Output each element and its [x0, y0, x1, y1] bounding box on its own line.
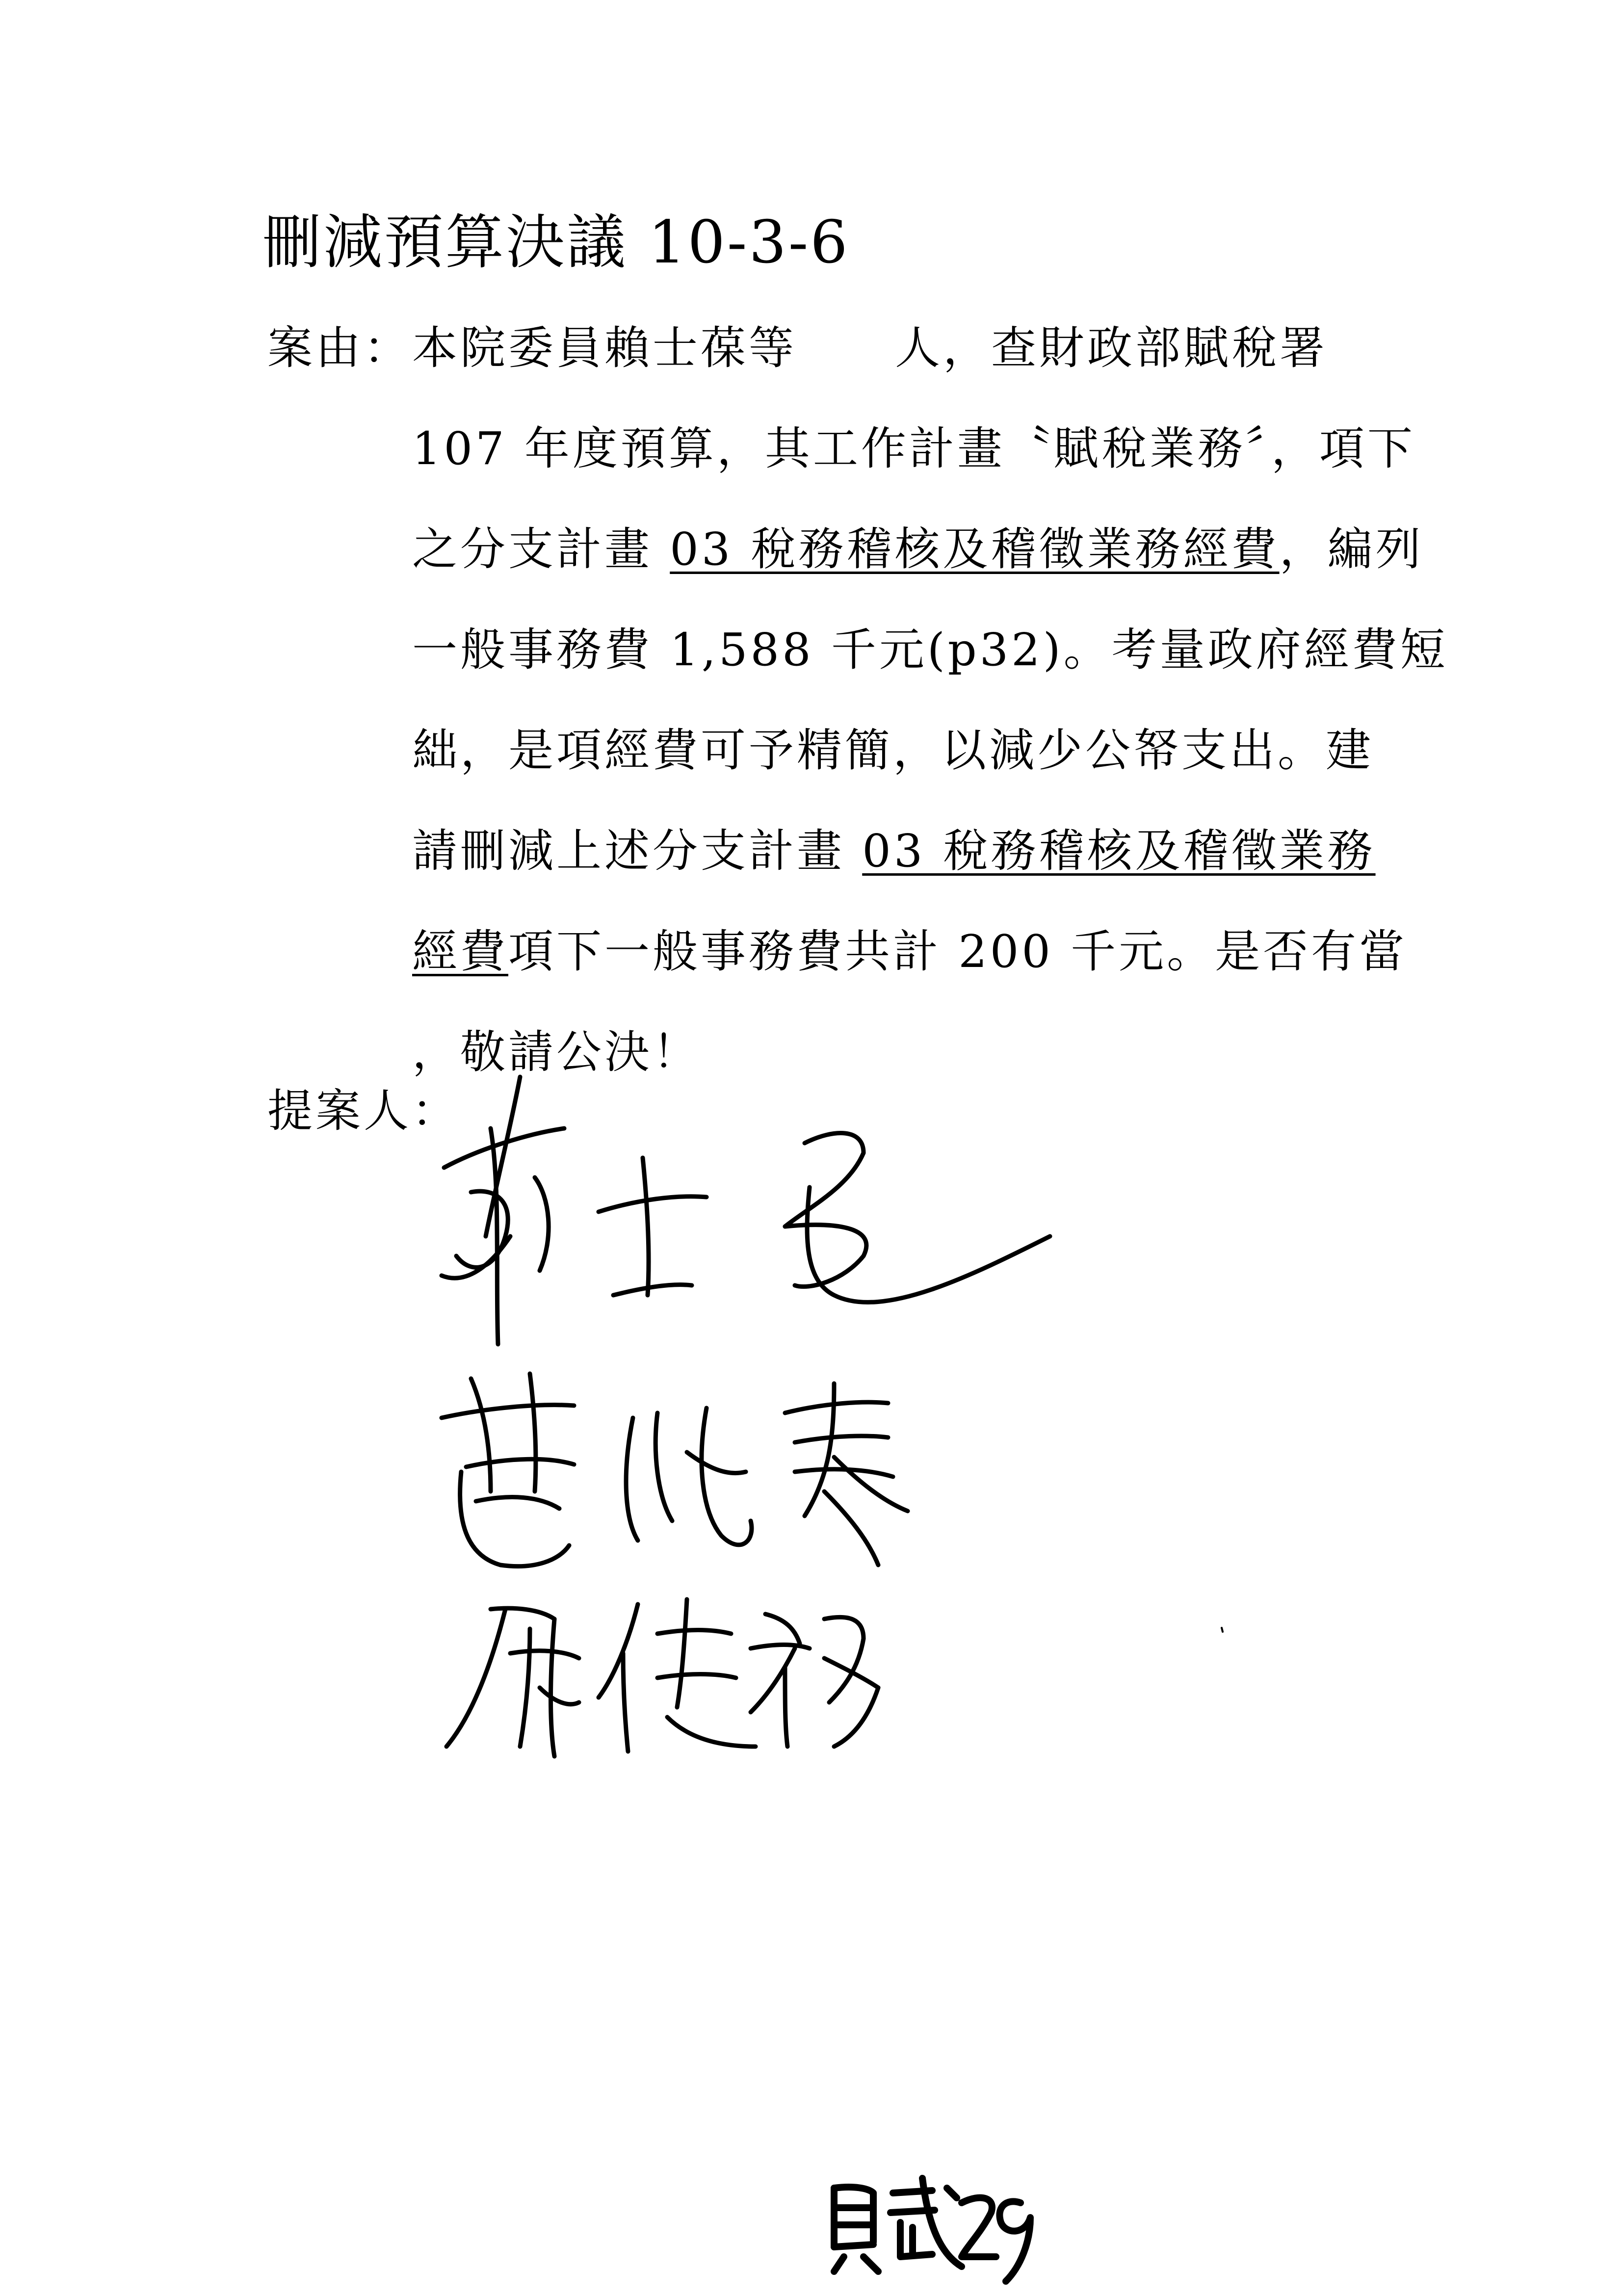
body-line-3-part-1: 之分支計畫	[412, 523, 670, 575]
program-name-underlined: 03 稅務稽核及稽徵業務經費	[670, 523, 1280, 575]
body-line-1-part-1: 本院委員賴士葆等	[412, 322, 797, 374]
body-line-3	[412, 522, 1424, 576]
signature-2	[442, 1374, 908, 1566]
body-line-2-text: 107 年度預算，其工作計畫〝賦稅業務〞，項下	[412, 422, 1415, 475]
body-line-3-part-3: ，編列	[1279, 523, 1424, 575]
program-name-underlined-3: 經費	[412, 925, 509, 978]
document-title: 刪減預算決議 10-3-6	[262, 209, 850, 277]
proposer-label: 提案人：	[267, 1085, 460, 1137]
body-line-8	[412, 1025, 701, 1079]
body-line-7-part-2: 項下一般事務費共計 200 千元。是否有當	[508, 925, 1408, 978]
body-line-4-text: 一般事務費 1,588 千元(p32)。考量政府經費短	[412, 624, 1448, 676]
program-name-underlined-2: 03 稅務稽核及稽徵業務	[862, 825, 1376, 877]
body-line-8-text: ，敬請公決！	[412, 1026, 701, 1078]
body-line-1-part-2: 人，查財政部賦稅署	[895, 322, 1328, 374]
signature-1	[442, 1077, 1050, 1344]
body-line-1	[412, 321, 1328, 375]
body-line-4	[412, 623, 1448, 677]
body-line-5	[412, 724, 1374, 778]
body-line-7	[412, 925, 1407, 979]
body-line-2	[412, 422, 1415, 476]
signature-3	[446, 1599, 878, 1756]
body-line-6-part-1: 請刪減上述分支計畫	[412, 825, 863, 877]
body-line-6	[412, 824, 1376, 878]
reason-label: 案由：	[267, 322, 412, 374]
body-line-5-text: 絀，是項經費可予精簡，以減少公帑支出。建	[412, 724, 1374, 777]
